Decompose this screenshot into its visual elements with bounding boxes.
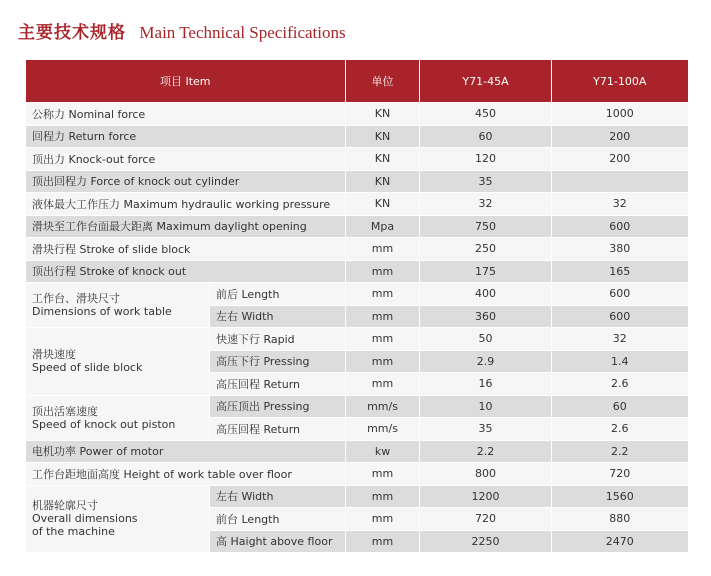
- row-label: 顶出力 Knock-out force: [26, 148, 346, 171]
- sub-label: 高压回程 Return: [210, 373, 346, 396]
- group-label-en: Dimensions of work table: [32, 305, 172, 318]
- title-chinese: 主要技术规格: [18, 23, 126, 43]
- table-row: [26, 215, 688, 238]
- header-unit: 单位: [346, 60, 420, 103]
- table-row: [26, 440, 688, 463]
- row-value-1: 1200: [420, 485, 552, 508]
- row-value-1: 250: [420, 238, 552, 261]
- row-unit: mm: [346, 485, 420, 508]
- group-label-en: Speed of knock out piston: [32, 417, 176, 431]
- title-english: Main Technical Specifications: [139, 23, 346, 42]
- sub-label: 前台 Length: [210, 508, 346, 531]
- table-row: [26, 193, 688, 216]
- row-value-2: 2470: [552, 530, 688, 553]
- row-value-1: 32: [420, 193, 552, 216]
- table-row: [26, 328, 688, 351]
- row-value-1: 35: [420, 170, 552, 193]
- row-unit: mm: [346, 463, 420, 486]
- row-value-2: 165: [552, 260, 688, 283]
- table-row: [26, 283, 688, 306]
- sub-label: 左右 Width: [210, 485, 346, 508]
- row-value-1: 2250: [420, 530, 552, 553]
- sub-label: 高压回程 Return: [210, 418, 346, 441]
- group-label-en-1: Overall dimensions: [32, 512, 138, 526]
- row-label: 顶出回程力 Force of knock out cylinder: [26, 170, 346, 193]
- spec-table: [25, 60, 688, 553]
- sub-label: 前后 Length: [210, 283, 346, 306]
- table-header-row: [26, 60, 688, 103]
- row-value-2: 1560: [552, 485, 688, 508]
- row-value-2: 600: [552, 283, 688, 306]
- row-value-2: 2.6: [552, 373, 688, 396]
- row-value-1: 750: [420, 215, 552, 238]
- row-unit: mm: [346, 238, 420, 261]
- row-unit: mm/s: [346, 395, 420, 418]
- row-value-1: 60: [420, 125, 552, 148]
- row-value-2: [552, 170, 688, 193]
- row-value-2: 200: [552, 125, 688, 148]
- table-row: [26, 485, 688, 508]
- row-unit: mm: [346, 328, 420, 351]
- group-label-overall-dims: [26, 485, 210, 553]
- row-label: 工作台距地面高度 Height of work table over floor: [26, 463, 346, 486]
- row-value-1: 800: [420, 463, 552, 486]
- group-label-en: Speed of slide block: [32, 361, 143, 375]
- sub-label: 高压顶出 Pressing: [210, 395, 346, 418]
- row-value-2: 720: [552, 463, 688, 486]
- page-title: [18, 18, 346, 43]
- row-value-1: 50: [420, 328, 552, 351]
- row-unit: mm: [346, 373, 420, 396]
- sub-label: 快速下行 Rapid: [210, 328, 346, 351]
- row-value-1: 2.9: [420, 350, 552, 373]
- row-label: 顶出行程 Stroke of knock out: [26, 260, 346, 283]
- group-label-table-dims: [26, 283, 210, 328]
- row-value-1: 400: [420, 283, 552, 306]
- table-row: [26, 148, 688, 171]
- table-row: [26, 103, 688, 126]
- row-value-2: 880: [552, 508, 688, 531]
- row-value-2: 380: [552, 238, 688, 261]
- row-value-2: 32: [552, 328, 688, 351]
- sub-label: 左右 Width: [210, 305, 346, 328]
- row-value-1: 450: [420, 103, 552, 126]
- row-value-2: 60: [552, 395, 688, 418]
- row-unit: mm: [346, 350, 420, 373]
- row-value-1: 720: [420, 508, 552, 531]
- group-label-zh: 滑块速度: [32, 348, 76, 362]
- group-label-slide-speed: [26, 328, 210, 396]
- row-unit: KN: [346, 170, 420, 193]
- row-unit: mm: [346, 508, 420, 531]
- row-label: 滑块至工作台面最大距离 Maximum daylight opening: [26, 215, 346, 238]
- row-label: 液体最大工作压力 Maximum hydraulic working pressure: [26, 193, 346, 216]
- row-value-2: 1000: [552, 103, 688, 126]
- row-value-1: 175: [420, 260, 552, 283]
- row-value-1: 10: [420, 395, 552, 418]
- row-label: 公称力 Nominal force: [26, 103, 346, 126]
- row-unit: KN: [346, 148, 420, 171]
- header-item: 项目 Item: [26, 60, 346, 103]
- group-label-zh: 工作台、滑块尺寸: [32, 292, 120, 305]
- row-label: 滑块行程 Stroke of slide block: [26, 238, 346, 261]
- row-unit: KN: [346, 125, 420, 148]
- group-label-zh: 机器轮廓尺寸: [32, 499, 98, 513]
- row-label: 电机功率 Power of motor: [26, 440, 346, 463]
- row-unit: mm/s: [346, 418, 420, 441]
- sub-label: 高 Haight above floor: [210, 530, 346, 553]
- row-value-2: 32: [552, 193, 688, 216]
- table-row: [26, 170, 688, 193]
- table-row: [26, 125, 688, 148]
- row-unit: KN: [346, 193, 420, 216]
- row-unit: mm: [346, 283, 420, 306]
- row-unit: mm: [346, 260, 420, 283]
- table-row: [26, 395, 688, 418]
- row-value-1: 2.2: [420, 440, 552, 463]
- row-value-2: 1.4: [552, 350, 688, 373]
- row-unit: kw: [346, 440, 420, 463]
- table-row: [26, 238, 688, 261]
- row-value-2: 2.6: [552, 418, 688, 441]
- row-value-1: 16: [420, 373, 552, 396]
- row-value-2: 600: [552, 305, 688, 328]
- row-unit: mm: [346, 305, 420, 328]
- group-label-zh: 顶出活塞速度: [32, 404, 98, 418]
- header-model-1: Y71-45A: [420, 60, 552, 103]
- row-value-1: 360: [420, 305, 552, 328]
- row-value-1: 120: [420, 148, 552, 171]
- row-unit: KN: [346, 103, 420, 126]
- group-label-en-2: of the machine: [32, 525, 115, 539]
- row-value-2: 2.2: [552, 440, 688, 463]
- row-unit: mm: [346, 530, 420, 553]
- sub-label: 高压下行 Pressing: [210, 350, 346, 373]
- table-row: [26, 463, 688, 486]
- row-unit: Mpa: [346, 215, 420, 238]
- row-label: 回程力 Return force: [26, 125, 346, 148]
- row-value-2: 600: [552, 215, 688, 238]
- row-value-2: 200: [552, 148, 688, 171]
- group-label-piston-speed: [26, 395, 210, 440]
- table-row: [26, 260, 688, 283]
- row-value-1: 35: [420, 418, 552, 441]
- header-model-2: Y71-100A: [552, 60, 688, 103]
